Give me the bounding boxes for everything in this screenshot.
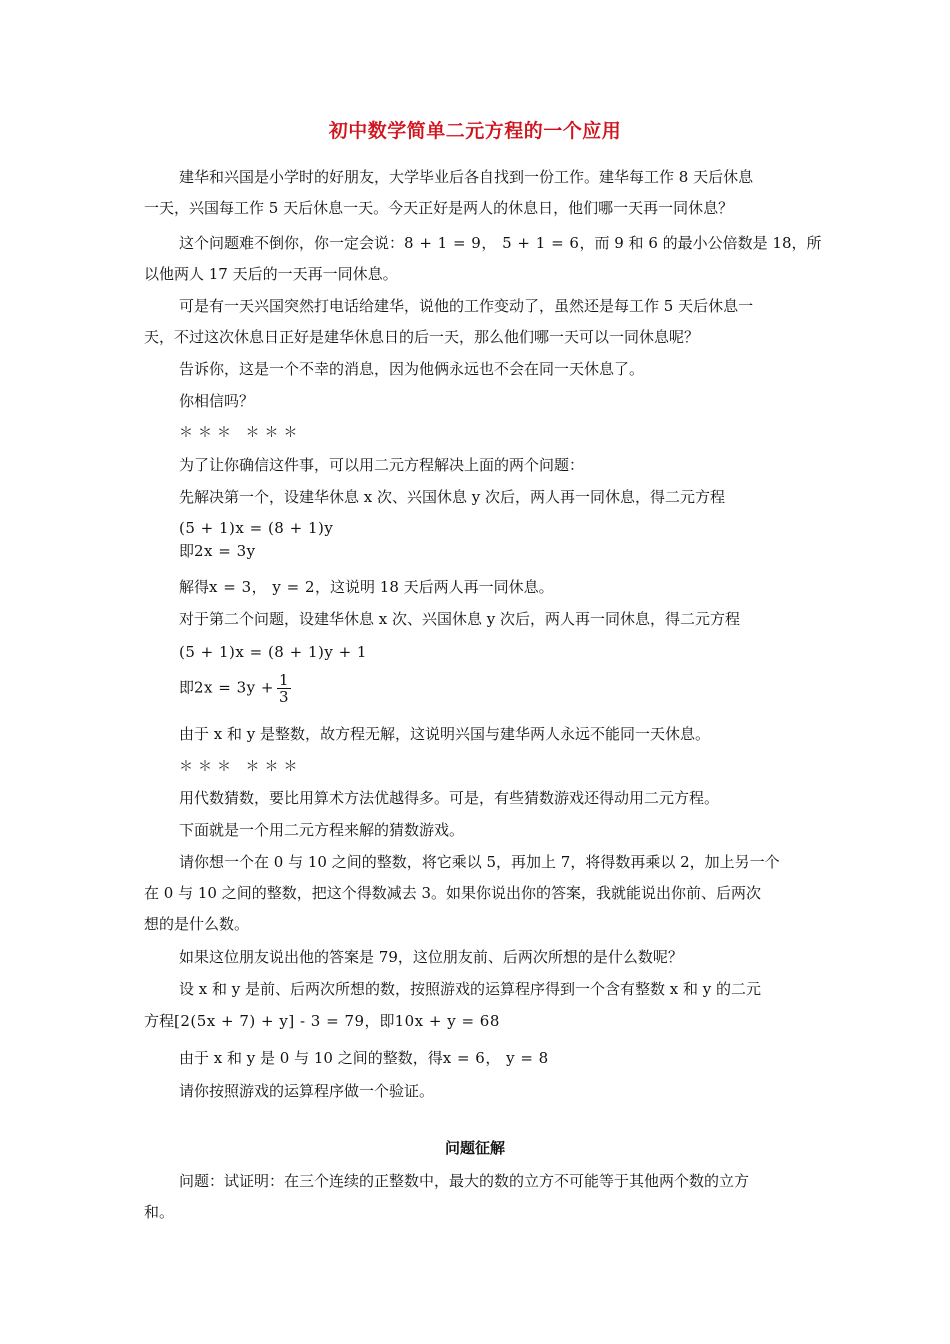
paragraph-15b xyxy=(144,1006,808,1037)
text-run: 这个问题难不倒你，你一定会说： xyxy=(179,234,405,252)
paragraph-4: 告诉你，这是一个不幸的消息，因为他俩永远也不会在同一天休息了。 xyxy=(179,360,645,378)
document-title: 初中数学简单二元方程的一个应用 xyxy=(328,120,622,142)
paragraph-5: 你相信吗？ xyxy=(179,392,255,410)
equation-1: (5 + 1)x = (8 + 1)y xyxy=(179,519,334,537)
text-run: 方程 xyxy=(144,1012,175,1030)
paragraph-12: 下面就是一个用二元方程来解的猜数游戏。 xyxy=(179,821,465,839)
text-run: 即 xyxy=(179,542,195,560)
section-divider-stars: ＊＊＊ ＊＊＊ xyxy=(179,425,303,441)
equation-2 xyxy=(144,536,843,567)
paragraph-6: 为了让你确信这件事，可以用二元方程解决上面的两个问题： xyxy=(179,456,585,474)
math-expression: x = 6， y = 8 xyxy=(442,1049,549,1067)
paragraph-9: 对于第二个问题，设建华休息 x 次、兴国休息 y 次后，两人再一同休息，得二元方程 xyxy=(179,610,741,628)
text-run: ，即 xyxy=(364,1012,395,1030)
math-expression: x = 3， y = 2 xyxy=(209,578,316,596)
paragraph-18b: 和。 xyxy=(144,1203,175,1221)
math-expression: 10x + y = 68 xyxy=(394,1012,500,1030)
paragraph-1b: 一天，兴国每工作 5 天后休息一天。今天正好是两人的休息日，他们哪一天再一同休息？ xyxy=(144,199,734,217)
paragraph-8 xyxy=(144,572,843,603)
text-run: 即 xyxy=(179,678,195,697)
text-run: 解得 xyxy=(179,578,210,596)
fraction xyxy=(277,672,291,705)
paragraph-17: 请你按照游戏的运算程序做一个验证。 xyxy=(179,1082,435,1100)
paragraph-16 xyxy=(144,1043,843,1074)
paragraph-10: 由于 x 和 y 是整数，故方程无解，这说明兴国与建华两人永远不能同一天休息。 xyxy=(179,725,711,743)
paragraph-1a: 建华和兴国是小学时的好朋友，大学毕业后各自找到一份工作。建华每工作 8 天后休息 xyxy=(179,168,754,186)
fraction-denominator: 3 xyxy=(278,688,289,706)
math-expression: 2x = 3y xyxy=(194,542,256,560)
paragraph-13c: 想的是什么数。 xyxy=(144,915,250,933)
math-expression: 8 + 1 = 9， 5 + 1 = 6 xyxy=(404,234,580,252)
paragraph-3a: 可是有一天兴国突然打电话给建华，说他的工作变动了，虽然还是每工作 5 天后休息一 xyxy=(179,297,754,315)
paragraph-2b: 以他两人 17 天后的一天再一同休息。 xyxy=(144,265,398,283)
text-run: 由于 x 和 y 是 0 与 10 之间的整数，得 xyxy=(179,1049,443,1067)
equation-3: (5 + 1)x = (8 + 1)y + 1 xyxy=(179,643,367,661)
math-expression: 2x = 3y + xyxy=(194,678,274,697)
fraction-numerator: 1 xyxy=(278,671,289,689)
text-run: ，这说明 18 天后两人再一同休息。 xyxy=(315,578,554,596)
paragraph-13b: 在 0 与 10 之间的整数，把这个得数减去 3。如果你说出你的答案，我就能说出你前、后两次 xyxy=(144,884,762,902)
paragraph-15a: 设 x 和 y 是前、后两次所想的数，按照游戏的运算程序得到一个含有整数 x 和 y 的二元 xyxy=(179,980,762,998)
paragraph-3b: 天，不过这次休息日正好是建华休息日的后一天，那么他们哪一天可以一同休息呢？ xyxy=(144,328,700,346)
paragraph-18a: 问题：试证明：在三个连续的正整数中，最大的数的立方不可能等于其他两个数的立方 xyxy=(179,1172,750,1190)
paragraph-14: 如果这位朋友说出他的答案是 79，这位朋友前、后两次所想的是什么数呢？ xyxy=(179,948,683,966)
math-expression: [2(5x + 7) + y] - 3 = 79 xyxy=(174,1012,365,1030)
paragraph-13a: 请你想一个在 0 与 10 之间的整数，将它乘以 5，再加上 7，将得数再乘以 2，加上另一个 xyxy=(179,853,780,871)
text-run: ，而 9 和 6 的最小公倍数是 18，所 xyxy=(579,234,822,252)
paragraph-7: 先解决第一个，设建华休息 x 次、兴国休息 y 次后，两人再一同休息，得二元方程 xyxy=(179,488,726,506)
equation-4 xyxy=(144,672,843,705)
section-heading: 问题征解 xyxy=(444,1139,505,1157)
paragraph-11: 用代数猜数，要比用算术方法优越得多。可是，有些猜数游戏还得动用二元方程。 xyxy=(179,789,720,807)
section-divider-stars: ＊＊＊ ＊＊＊ xyxy=(179,759,303,775)
paragraph-2a xyxy=(144,228,843,259)
